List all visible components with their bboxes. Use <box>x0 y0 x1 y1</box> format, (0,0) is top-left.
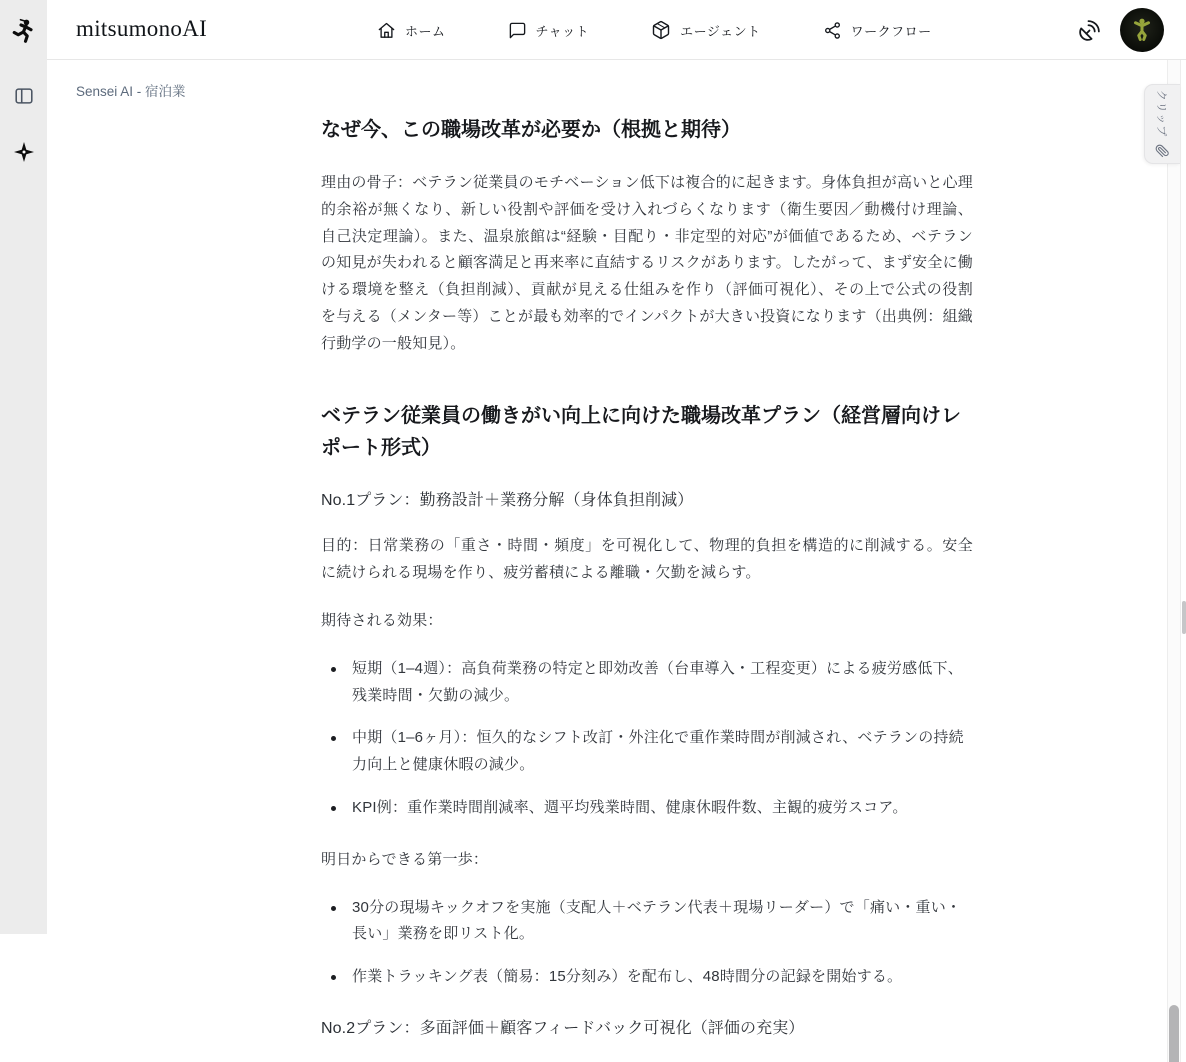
nav-home[interactable] <box>377 21 446 40</box>
chat-icon <box>508 21 527 40</box>
clip-tab-inner <box>1145 85 1179 163</box>
ninja-logo-icon[interactable] <box>0 10 47 54</box>
brand-title[interactable]: mitsumonoAI <box>76 16 208 41</box>
paperclip-icon <box>1155 144 1169 158</box>
section1-paragraph: 理由の骨子：ベテラン従業員のモチベーション低下は複合的に起きます。身体負担が高いと心理的余裕が無くなり、新しい役割や評価を受け入れづらくなります（衛生要因／動機付け理論、自己決定理論）。また、温泉旅館は“経験・目配り・非定型的対応”が価値であるため、ベテランの知見が失われると顧客満足と再来率に直結するリスクがあります。したがって、まず安全に働ける環境を整え（負担削減）、貢献が見える仕組みを作り（評価可視化）、その上で公式の役割を与える（メンター等）ことが最も効率的でインパクトが大きい投資になります（出典例：組織行動学の一般知見）。 <box>321 174 973 352</box>
first-steps-label: 明日からできる第一歩： <box>321 850 489 868</box>
home-icon <box>377 21 396 40</box>
panel-toggle-icon[interactable] <box>0 76 47 116</box>
left-rail <box>0 0 47 934</box>
page-scrollbar-thumb[interactable] <box>1182 601 1186 634</box>
nav-agent-label: エージェント <box>680 23 761 39</box>
top-header <box>47 0 1186 60</box>
nav-agent[interactable] <box>651 20 760 40</box>
list-item: 30分の現場キックオフを実施（支配人＋ベテラン代表＋現場リーダー）で「痛い・重い・長い」業務を即リスト化。 <box>352 895 973 949</box>
effects-label: 期待される効果： <box>321 611 443 629</box>
main-content <box>47 60 1186 1062</box>
avatar-ninja[interactable] <box>1120 8 1164 52</box>
nav-workflow[interactable] <box>823 21 932 40</box>
nav-chat[interactable] <box>508 21 590 40</box>
content-scrollbar-track[interactable] <box>1167 60 1181 1062</box>
section2-heading: ベテラン従業員の働きがい向上に向けた職場改革プラン（経営層向けレポート形式） <box>321 404 961 459</box>
clip-tab[interactable] <box>1144 84 1180 164</box>
plan1-title: No.1プラン：勤務設計＋業務分解（身体負担削減） <box>321 491 694 509</box>
plan2-title: No.2プラン：多面評価＋顧客フィードバック可視化（評価の充実） <box>321 1019 805 1037</box>
header-right <box>1077 0 1164 60</box>
list-item: 中期（1–6ヶ月）：恒久的なシフト改訂・外注化で重作業時間が削減され、ベテランの持続力向上と健康休暇の減少。 <box>352 725 973 779</box>
main-nav <box>377 0 932 60</box>
sparkle-icon[interactable] <box>0 132 47 172</box>
share-nodes-icon <box>823 21 842 40</box>
nav-workflow-label: ワークフロー <box>850 23 932 39</box>
list-item: KPI例：重作業時間削減率、週平均残業時間、健康休暇件数、主観的疲労スコア。 <box>352 795 973 822</box>
breadcrumb[interactable]: Sensei AI - 宿泊業 <box>76 84 186 99</box>
first-steps-list <box>321 895 973 991</box>
list-item: 短期（1–4週）：高負荷業務の特定と即効改善（台車導入・工程変更）による疲労感低下、残業時間・欠勤の減少。 <box>352 656 973 710</box>
nav-home-label: ホーム <box>405 23 446 39</box>
content-scrollbar-thumb[interactable] <box>1169 1005 1179 1062</box>
article <box>321 60 973 1062</box>
list-item: 作業トラッキング表（簡易：15分刻み）を配布し、48時間分の記録を開始する。 <box>352 964 973 991</box>
clip-tab-label: クリップ <box>1155 89 1167 138</box>
effects-list <box>321 656 973 822</box>
cube-icon <box>651 20 671 40</box>
nav-chat-label: チャット <box>535 23 590 39</box>
section1-heading: なぜ今、この職場改革が必要か（根拠と期待） <box>321 119 741 141</box>
plan1-purpose: 目的：日常業務の「重さ・時間・頻度」を可視化して、物理的負担を構造的に削減する。安全に続けられる現場を作り、疲労蓄積による離職・欠勤を減らす。 <box>321 537 973 582</box>
satellite-dish-icon[interactable] <box>1077 18 1102 43</box>
